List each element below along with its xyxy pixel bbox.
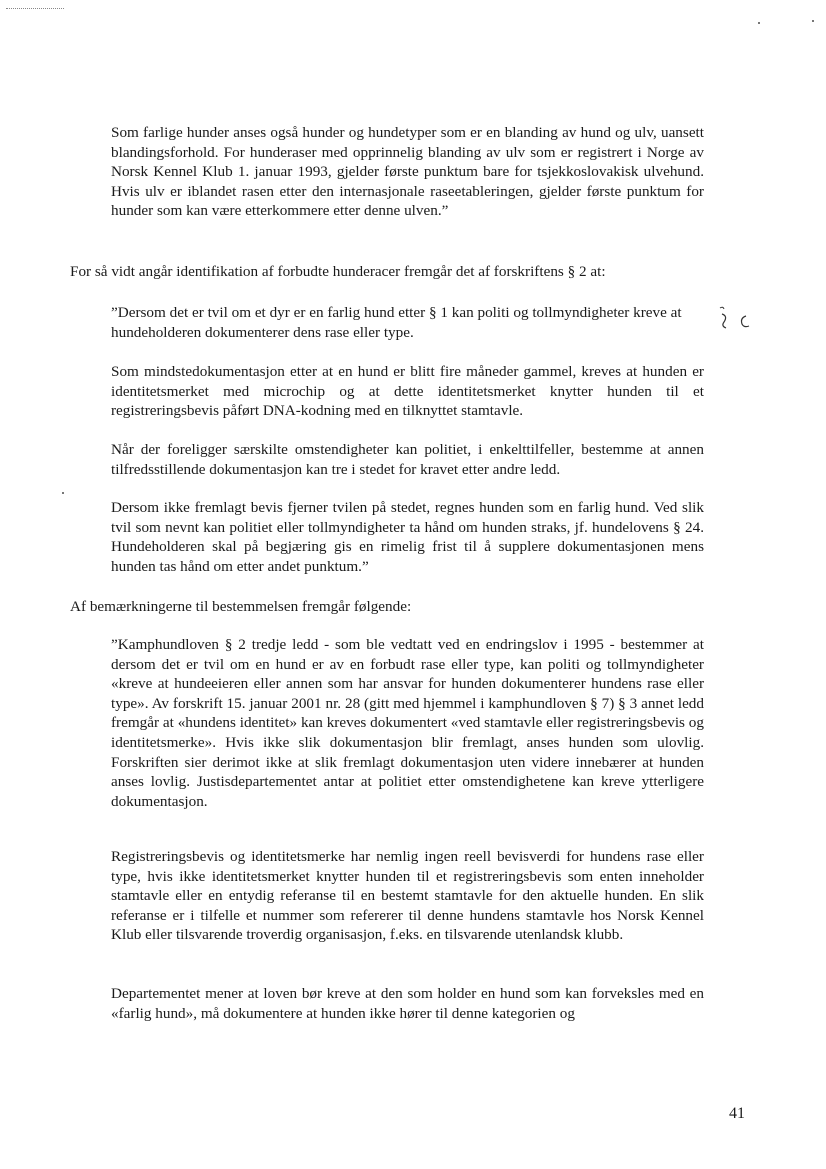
scan-speck bbox=[62, 492, 64, 494]
quote-paragraph-special-circumstances: Når der foreligger særskilte omstendigheter kan politiet, i enkelttilfeller, bestemme at annen tilfredsstillende dokumentasjon kan tre i stedet for kravet etter andre ledd. bbox=[111, 441, 704, 478]
intro-identification: For så vidt angår identifikation af forbudte hunderacer fremgår det af forskriftens § 2 at: bbox=[70, 263, 606, 280]
quote-paragraph-kamphundloven: ”Kamphundloven § 2 tredje ledd - som ble vedtatt ved en endringslov i 1995 - bestemmer at dersom det er tvil om en hund er av en forbudt rase eller type, kan politi og tollmyndigheter «kreve at hundeeieren eller annen som har ansvar for hunden dokumenterer hundens rase eller type». Av forskrift 15. januar 2001 nr. 28 (gitt med hjemmel i kamphundloven § 7) § 3 annet ledd fremgår at «hundens identitet» kan kreves dokumentert «ved stamtavle eller registreringsbevis og identitetsmerke». Hvis ikke slik dokumentasjon blir fremlagt, anses hunden som ulovlig. Forskriften sier derimot ikke at slik fremlagt dokumentasjon uten videre innebærer at hunden anses lovlig. Justisdepartementet antar at politiet etter omstendighetene kan kreve ytterligere dokumentasjon. bbox=[111, 636, 704, 810]
quote-paragraph-registration: Registreringsbevis og identitetsmerke har nemlig ingen reell bevisverdi for hundens rase eller type, hvis ikke identitetsmerket knytter hunden til et registreringsbevis som enten inneholder stamtavle eller en entydig referanse til en bestemt stamtavle for den aktuelle hunden. En slik referanse er i tilfelle et nummer som refererer til denne hundens stamtavle hos Norsk Kennel Klub eller tilsvarende troverdig organisasjon, f.eks. en tilsvarende utenlandsk klubb. bbox=[111, 848, 704, 944]
scan-speck bbox=[812, 20, 814, 22]
quote-paragraph-department: Departementet mener at loven bør kreve at den som holder en hund som kan forveksles med en «farlig hund», må dokumentere at hunden ikke hører til denne kategorien og bbox=[111, 985, 704, 1022]
quote-paragraph-doubt: ”Dersom det er tvil om et dyr er en farlig hund etter § 1 kan politi og tollmyndigheter kreve at hundeholderen dokumenterer dens rase eller type. bbox=[111, 304, 682, 341]
scan-speck bbox=[758, 22, 760, 24]
handwritten-margin-mark-icon bbox=[714, 300, 764, 340]
quote-paragraph-evidence: Dersom ikke fremlagt bevis fjerner tvilen på stedet, regnes hunden som en farlig hund. Ved slik tvil som nevnt kan politiet eller tollmyndigheter ta hånd om hunden straks, jf. hundelovens § 24. Hundeholderen skal på begjæring gis en rimelig frist til å supplere dokumentasjonen mens hunden tas hånd om etter andet punktum.” bbox=[111, 499, 704, 575]
intro-remarks: Af bemærkningerne til bestemmelsen fremgår følgende: bbox=[70, 598, 412, 615]
quote-paragraph-minimum-documentation: Som mindstedokumentasjon etter at en hund er blitt fire måneder gammel, kreves at hunden er identitetsmerket med microchip og at dette identitetsmerket knytter hunden til et registreringsbevis påført DNA-kodning med en tilknyttet stamtavle. bbox=[111, 363, 704, 420]
quote-paragraph-dangerous-dogs: Som farlige hunder anses også hunder og hundetyper som er en blanding av hund og ulv, uansett blandingsforhold. For hunderaser med opprinnelig blanding av ulv som er registrert i Norge av Norsk Kennel Klub 1. januar 1993, gjelder første punktum bare for tsjekkoslovakisk ulvehund. Hvis ulv er iblandet rasen etter den internasjonale raseetableringen, gjelder første punktum for hunder som kan være etterkommere etter denne ulven.” bbox=[111, 124, 704, 220]
scan-dotted-mark bbox=[6, 8, 64, 9]
page-number: 41 bbox=[729, 1105, 745, 1122]
